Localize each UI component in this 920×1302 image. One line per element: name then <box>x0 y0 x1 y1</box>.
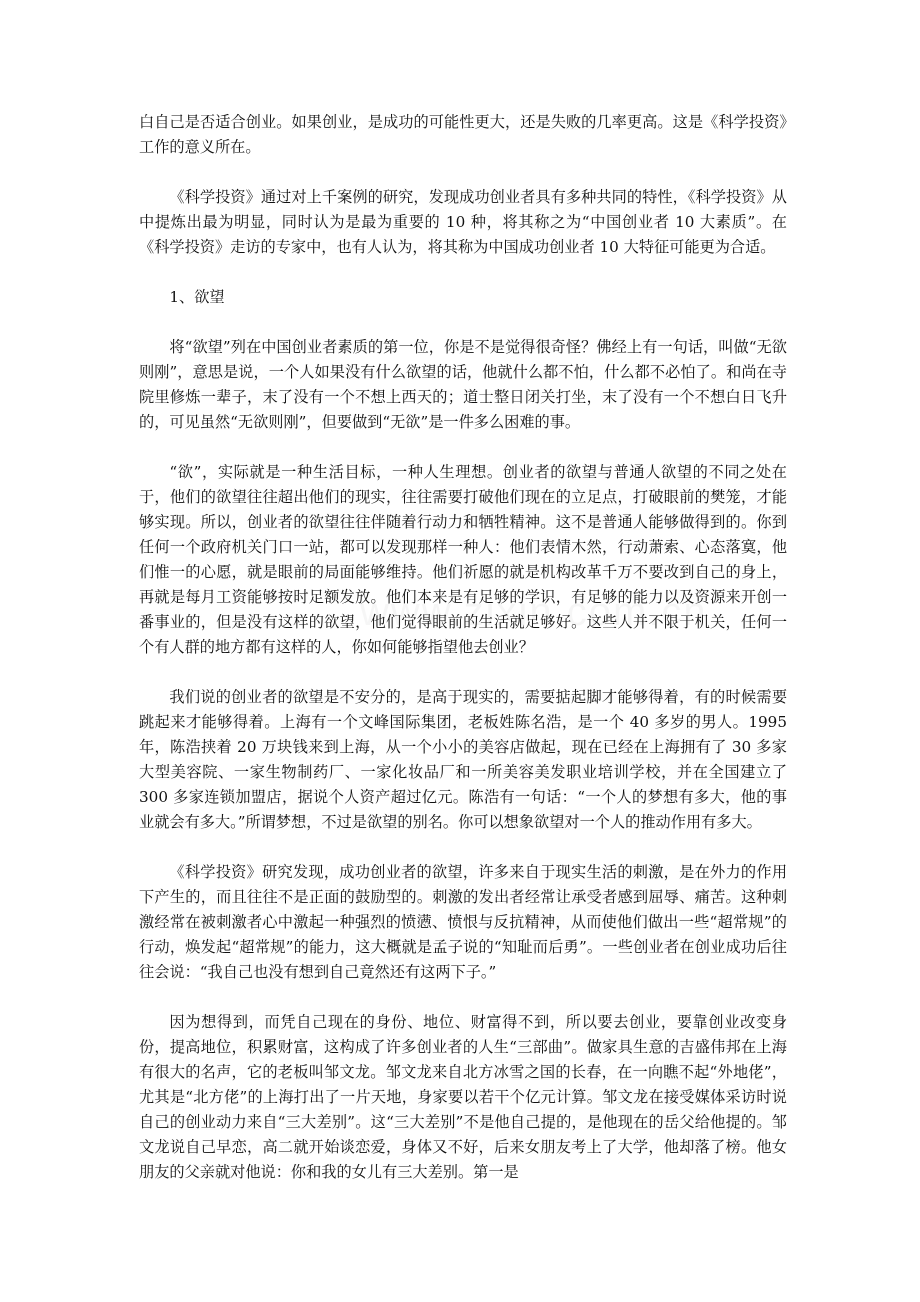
paragraph-4: “欲”，实际就是一种生活目标，一种人生理想。创业者的欲望与普通人欲望的不同之处在于，他们的欲望往往超出他们的现实，往往需要打破他们现在的立足点，打破眼前的樊笼，才能够实现。所以，创业者的欲望往往伴随着行动力和牺牲精神。这不是普通人能够做得到的。你到任何一个政府机关门口一站，都可以发现那样一种人：他们表情木然，行动萧索、心态落寞，他们惟一的心愿，就是眼前的局面能够维持。他们祈愿的就是机构改革千万不要改到自己的身上，再就是每月工资能够按时足额发放。他们本来是有足够的学识，有足够的能力以及资源来开创一番事业的，但是没有这样的欲望，他们觉得眼前的生活就足够好。这些人并不限于机关，任何一个有人群的地方都有这样的人，你如何能够指望他去创业？ <box>139 463 787 656</box>
paragraph-1: 白自己是否适合创业。如果创业，是成功的可能性更大，还是失败的几率更高。这是《科学投资》工作的意义所在。 <box>139 113 787 156</box>
section-heading-desire: 1、欲望 <box>169 288 225 306</box>
paragraph-7: 因为想得到，而凭自己现在的身份、地位、财富得不到，所以要去创业，要靠创业改变身份，提高地位，积累财富，这构成了许多创业者的人生“三部曲”。做家具生意的吉盛伟邦在上海有很大的名声，它的老板叫邹文龙。邹文龙来自北方冰雪之国的长春，在一向瞧不起“外地佬”，尤其是“北方佬”的上海打出了一片天地，身家要以若干个亿元计算。邹文龙在接受媒体采访时说自己的创业动力来自“三大差别”。这“三大差别”不是他自己提的，是他现在的岳父给他提的。邹文龙说自己早恋，高二就开始谈恋爱，身体又不好，后来女朋友考上了大学，他却落了榜。他女朋友的父亲就对他说：你和我的女儿有三大差别。第一是 <box>139 1013 787 1181</box>
paragraph-6: 《科学投资》研究发现，成功创业者的欲望，许多来自于现实生活的刺激，是在外力的作用下产生的，而且往往不是正面的鼓励型的。刺激的发出者经常让承受者感到屈辱、痛苦。这种刺激经常在被刺激者心中激起一种强烈的愤懑、愤恨与反抗精神，从而使他们做出一些“超常规”的行动，焕发起“超常规”的能力，这大概就是孟子说的“知耻而后勇”。一些创业者在创业成功后往往会说：“我自己也没有想到自己竟然还有这两下子。” <box>139 863 787 981</box>
paragraph-3: 将“欲望”列在中国创业者素质的第一位，你是不是觉得很奇怪？佛经上有一句话，叫做“无欲则刚”，意思是说，一个人如果没有什么欲望的话，他就什么都不怕，什么都不必怕了。和尚在寺院里修炼一辈子，末了没有一个不想上西天的；道士整日闭关打坐，末了没有一个不想白日飞升的，可见虽然“无欲则刚”，但要做到“无欲”是一件多么困难的事。 <box>139 338 787 431</box>
document-body <box>139 110 787 1210</box>
paragraph-5: 我们说的创业者的欲望是不安分的，是高于现实的，需要掂起脚才能够得着，有的时候需要跳起来才能够得着。上海有一个文峰国际集团，老板姓陈名浩，是一个 40 多岁的男人。1995 年，陈浩挟着 20 万块钱来到上海，从一个小小的美容店做起，现在已经在上海拥有了 30 多家大型美容院、一家生物制药厂、一家化妆品厂和一所美容美发职业培训学校，并在全国建立了 300 多家连锁加盟店，据说个人资产超过亿元。陈浩有一句话：“一个人的梦想有多大，他的事业就会有多大。”所谓梦想，不过是欲望的别名。你可以想象欲望对一个人的推动作用有多大。 <box>139 688 787 831</box>
paragraph-2: 《科学投资》通过对上千案例的研究，发现成功创业者具有多种共同的特性，《科学投资》从中提炼出最为明显，同时认为是最为重要的 10 种，将其称之为“中国创业者 10 大素质”。在《科学投资》走访的专家中，也有人认为，将其称为中国成功创业者 10 大特征可能更为合适。 <box>139 188 787 256</box>
